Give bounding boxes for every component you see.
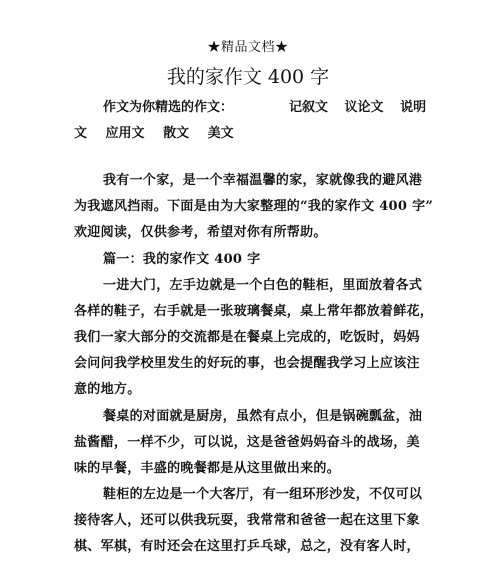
tag: 记叙文	[289, 100, 329, 115]
paragraph-line: 我有一个家，是一个幸福温馨的家，家就像我的避风港	[103, 173, 423, 188]
paragraph-line: 棋、军棋，有时还会在这里打乒乓球，总之，没有客人时，	[74, 539, 420, 554]
tag: 散文	[163, 126, 190, 141]
intro-label: 作文为你精选的作文：	[103, 100, 234, 115]
paragraph-line: 为我遮风挡雨。下面是由为大家整理的“我的家作文 400 字”	[74, 199, 434, 214]
paragraph-line: 盐酱醋，一样不少，可以说，这是爸爸妈妈奋斗的战场，美	[74, 435, 420, 450]
tag: 美文	[207, 126, 234, 141]
section-heading: 篇一：我的家作文 400 字	[103, 252, 261, 267]
paragraph-line: 意的地方。	[74, 382, 141, 397]
header-mark: ★精品文档★	[207, 40, 289, 55]
paragraph-line: 接待客人，还可以供我玩耍，我常常和爸爸一起在这里下象	[74, 513, 420, 528]
intro-tags-continued	[74, 122, 248, 141]
intro-tags	[289, 96, 438, 115]
tag: 应用文	[105, 126, 145, 141]
intro-line	[103, 96, 427, 115]
paragraph-line: 欢迎阅读，仅供参考，希望对你有所帮助。	[74, 225, 327, 240]
tag: 说明	[400, 100, 427, 115]
paragraph-line: 各样的鞋子，右手就是一张玻璃餐桌，桌上常年都放着鲜花，	[74, 304, 434, 319]
paragraph-line: 鞋柜的左边是一个大客厅，有一组环形沙发，不仅可以	[103, 487, 423, 502]
paragraph-line: 餐桌的对面就是厨房，虽然有点小，但是锅碗瓢盆，油	[103, 409, 423, 424]
paragraph-line: 味的早餐，丰盛的晚餐都是从这里做出来的。	[74, 461, 341, 476]
tag: 议论文	[344, 100, 384, 115]
paragraph-line: 一进大门，左手边就是一个白色的鞋柜，里面放着各式	[103, 278, 423, 293]
paragraph-line: 我们一家大部分的交流都是在餐桌上完成的，吃饭时，妈妈	[74, 330, 420, 345]
tag: 文	[74, 126, 88, 141]
page-title: 我的家作文 400 字	[166, 66, 330, 88]
paragraph-line: 会问问我学校里发生的好玩的事，也会提醒我学习上应该注	[74, 356, 420, 371]
